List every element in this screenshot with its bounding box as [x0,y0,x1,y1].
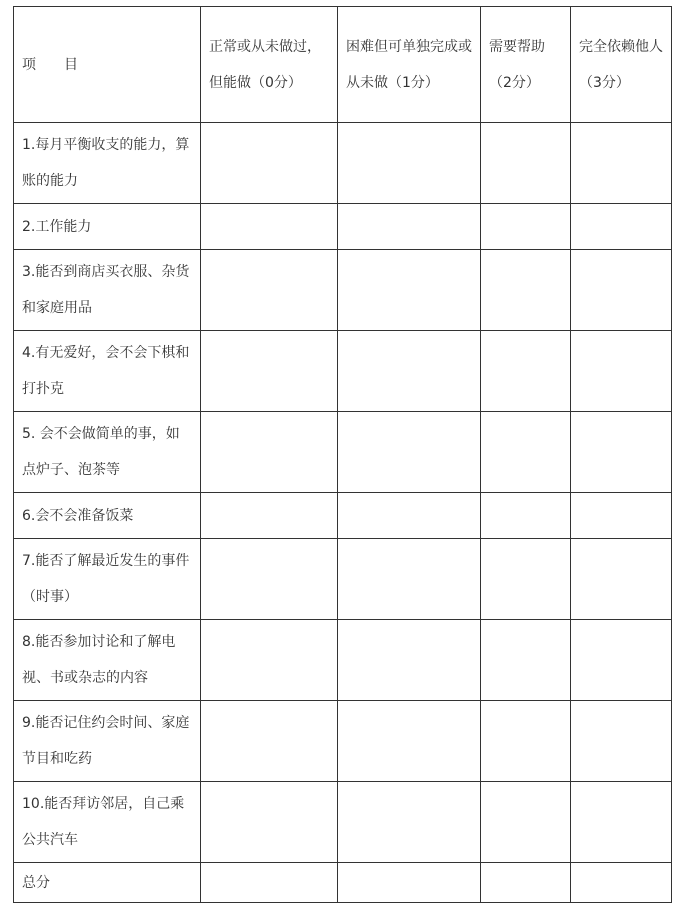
score-cell-2 [481,863,571,903]
score-cell-0 [201,863,338,903]
score-cell-1 [338,620,481,701]
item-cell: 1.每月平衡收支的能力，算账的能力 [14,123,201,204]
table-row [14,539,672,620]
item-cell: 6.会不会准备饭菜 [14,493,201,539]
score-cell-3 [571,123,672,204]
score-cell-1 [338,204,481,250]
item-cell: 2.工作能力 [14,204,201,250]
table-row [14,123,672,204]
table-row [14,493,672,539]
score-cell-0 [201,123,338,204]
score-cell-3 [571,782,672,863]
score-cell-2 [481,701,571,782]
table-row [14,412,672,493]
table-row [14,204,672,250]
item-cell: 4.有无爱好，会不会下棋和打扑克 [14,331,201,412]
score-cell-1 [338,539,481,620]
header-score-1: 困难但可单独完成或从未做（1分） [338,7,481,123]
score-cell-2 [481,331,571,412]
assessment-table-container [13,6,672,903]
score-cell-1 [338,412,481,493]
header-score-2: 需要帮助（2分） [481,7,571,123]
score-cell-0 [201,701,338,782]
score-cell-1 [338,493,481,539]
score-cell-3 [571,331,672,412]
item-cell: 8.能否参加讨论和了解电视、书或杂志的内容 [14,620,201,701]
item-cell: 5. 会不会做简单的事，如点炉子、泡茶等 [14,412,201,493]
score-cell-3 [571,701,672,782]
score-cell-2 [481,204,571,250]
score-cell-1 [338,123,481,204]
header-score-0: 正常或从未做过，但能做（0分） [201,7,338,123]
score-cell-3 [571,620,672,701]
item-cell-total: 总分 [14,863,201,903]
score-cell-2 [481,539,571,620]
score-cell-3 [571,250,672,331]
score-cell-1 [338,863,481,903]
table-row [14,782,672,863]
score-cell-0 [201,250,338,331]
score-cell-1 [338,701,481,782]
score-cell-1 [338,250,481,331]
item-cell: 3.能否到商店买衣服、杂货和家庭用品 [14,250,201,331]
table-row-total [14,863,672,903]
table-row [14,250,672,331]
table-row [14,331,672,412]
score-cell-0 [201,620,338,701]
score-cell-3 [571,204,672,250]
score-cell-1 [338,782,481,863]
assessment-table [13,6,672,903]
score-cell-0 [201,331,338,412]
score-cell-2 [481,782,571,863]
score-cell-2 [481,412,571,493]
table-row [14,701,672,782]
header-score-3: 完全依赖他人（3分） [571,7,672,123]
table-row [14,620,672,701]
score-cell-2 [481,493,571,539]
item-cell: 9.能否记住约会时间、家庭节目和吃药 [14,701,201,782]
item-cell: 7.能否了解最近发生的事件（时事） [14,539,201,620]
score-cell-1 [338,331,481,412]
header-item: 项 目 [14,7,201,123]
score-cell-3 [571,493,672,539]
item-cell: 10.能否拜访邻居，自己乘公共汽车 [14,782,201,863]
score-cell-0 [201,493,338,539]
score-cell-0 [201,782,338,863]
score-cell-0 [201,539,338,620]
score-cell-2 [481,250,571,331]
score-cell-3 [571,539,672,620]
table-header-row [14,7,672,123]
score-cell-0 [201,204,338,250]
score-cell-2 [481,123,571,204]
score-cell-2 [481,620,571,701]
score-cell-0 [201,412,338,493]
score-cell-3 [571,863,672,903]
score-cell-3 [571,412,672,493]
